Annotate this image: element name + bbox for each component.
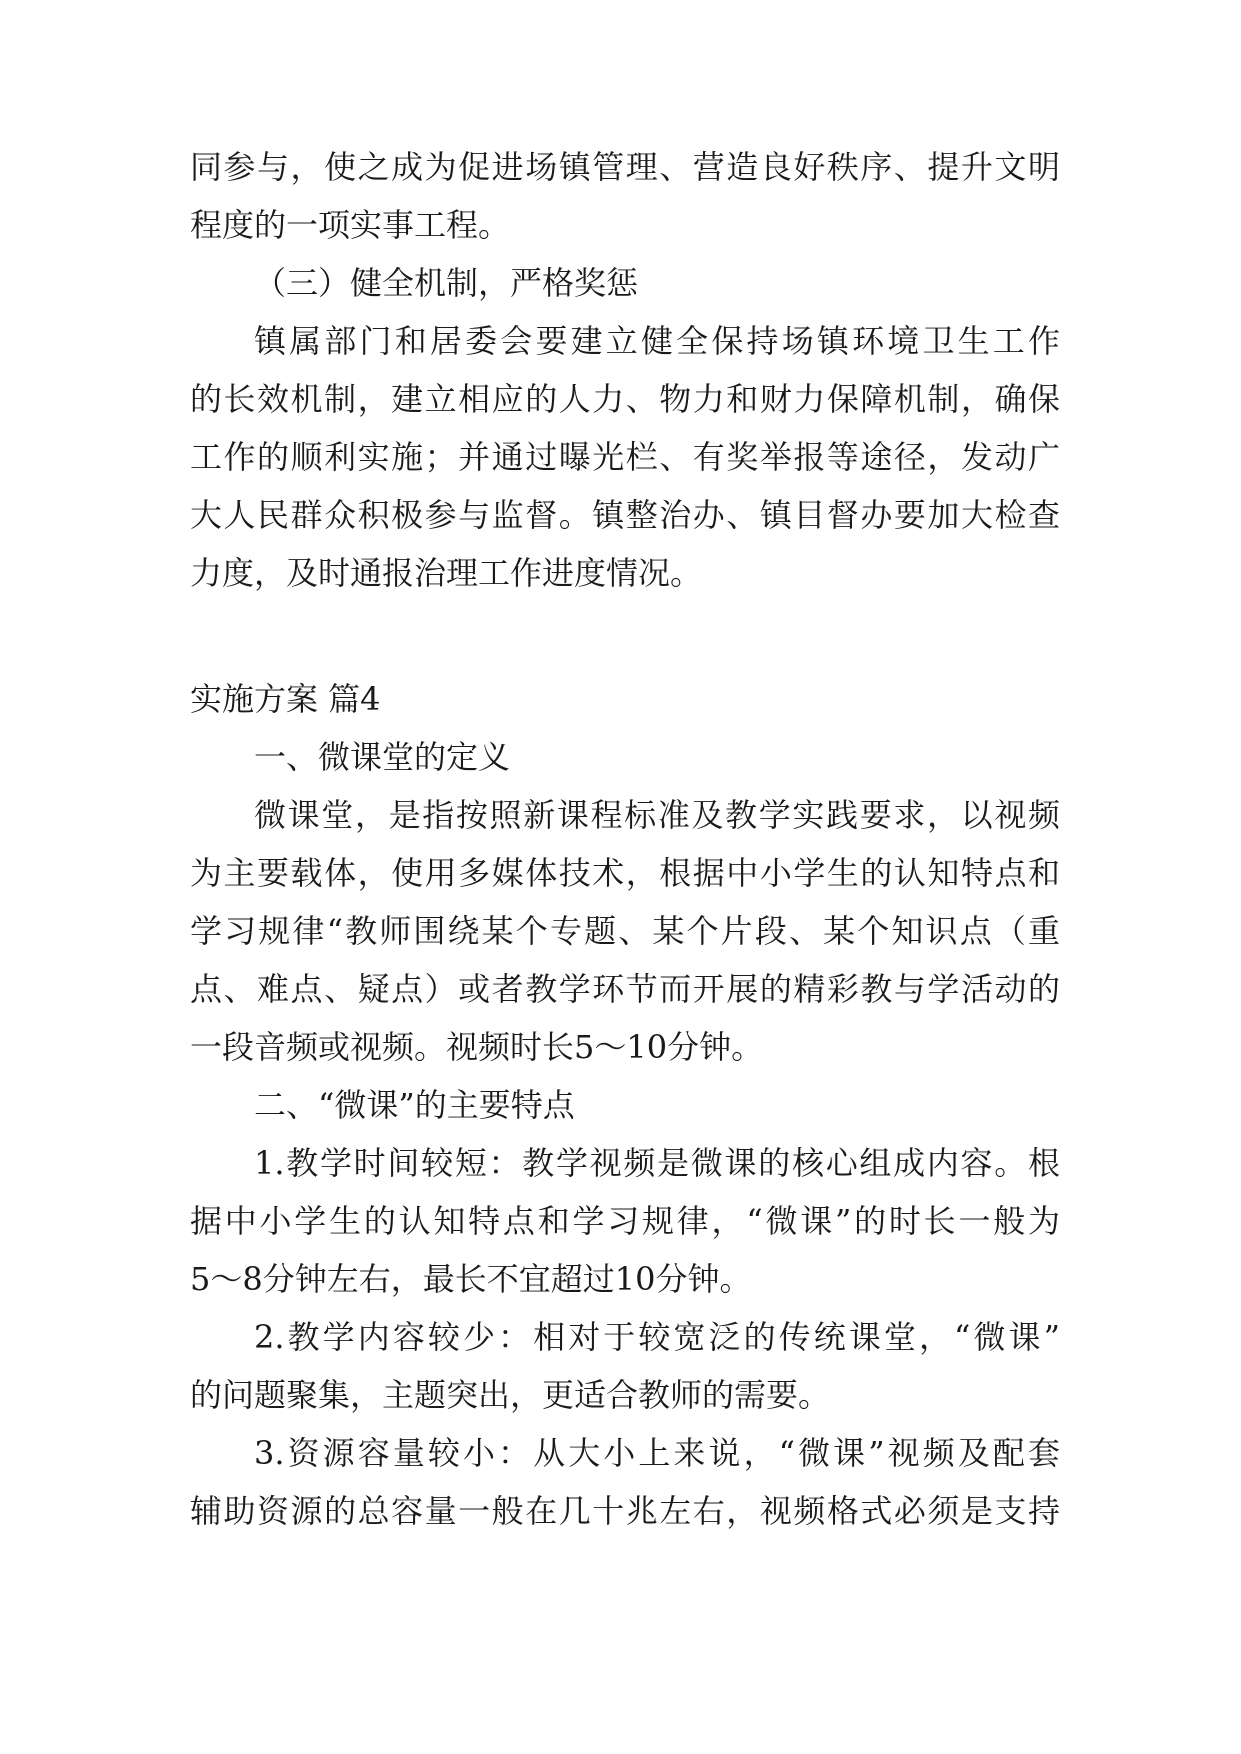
paragraph-line: 为主要载体，使用多媒体技术，根据中小学生的认知特点和 <box>190 854 1060 892</box>
paragraph-line: 据中小学生的认知特点和学习规律，“微课”的时长一般为 <box>190 1202 1060 1240</box>
paragraph-line: 辅助资源的总容量一般在几十兆左右，视频格式必须是支持 <box>190 1492 1060 1530</box>
paragraph-line: 的长效机制，建立相应的人力、物力和财力保障机制，确保 <box>190 380 1060 418</box>
subsection-heading: （三）健全机制，严格奖惩 <box>254 264 639 302</box>
paragraph-line: 大人民群众积极参与监督。镇整治办、镇目督办要加大检查 <box>190 496 1060 534</box>
section-title: 实施方案 篇4 <box>190 680 381 718</box>
paragraph-line: 微课堂，是指按照新课程标准及教学实践要求，以视频 <box>254 796 1060 834</box>
paragraph-line: 工作的顺利实施；并通过曝光栏、有奖举报等途径，发动广 <box>190 438 1060 476</box>
paragraph-line: 5～8分钟左右，最长不宜超过10分钟。 <box>190 1260 752 1298</box>
paragraph-line: 同参与，使之成为促进场镇管理、营造良好秩序、提升文明 <box>190 148 1060 186</box>
paragraph-line: 1.教学时间较短：教学视频是微课的核心组成内容。根 <box>254 1144 1060 1182</box>
subsection-heading: 二、“微课”的主要特点 <box>254 1086 575 1124</box>
subsection-heading: 一、微课堂的定义 <box>254 738 511 776</box>
paragraph-line: 力度，及时通报治理工作进度情况。 <box>190 554 703 592</box>
paragraph-line: 点、难点、疑点）或者教学环节而开展的精彩教与学活动的 <box>190 970 1060 1008</box>
paragraph-line: 一段音频或视频。视频时长5～10分钟。 <box>190 1028 764 1066</box>
paragraph-line: 2.教学内容较少：相对于较宽泛的传统课堂，“微课” <box>254 1318 1060 1356</box>
paragraph-line: 学习规律“教师围绕某个专题、某个片段、某个知识点（重 <box>190 912 1060 950</box>
paragraph-line: 的问题聚集，主题突出，更适合教师的需要。 <box>190 1376 831 1414</box>
paragraph-line: 镇属部门和居委会要建立健全保持场镇环境卫生工作 <box>254 322 1060 360</box>
paragraph-line: 程度的一项实事工程。 <box>190 206 511 244</box>
paragraph-line: 3.资源容量较小：从大小上来说，“微课”视频及配套 <box>254 1434 1060 1472</box>
